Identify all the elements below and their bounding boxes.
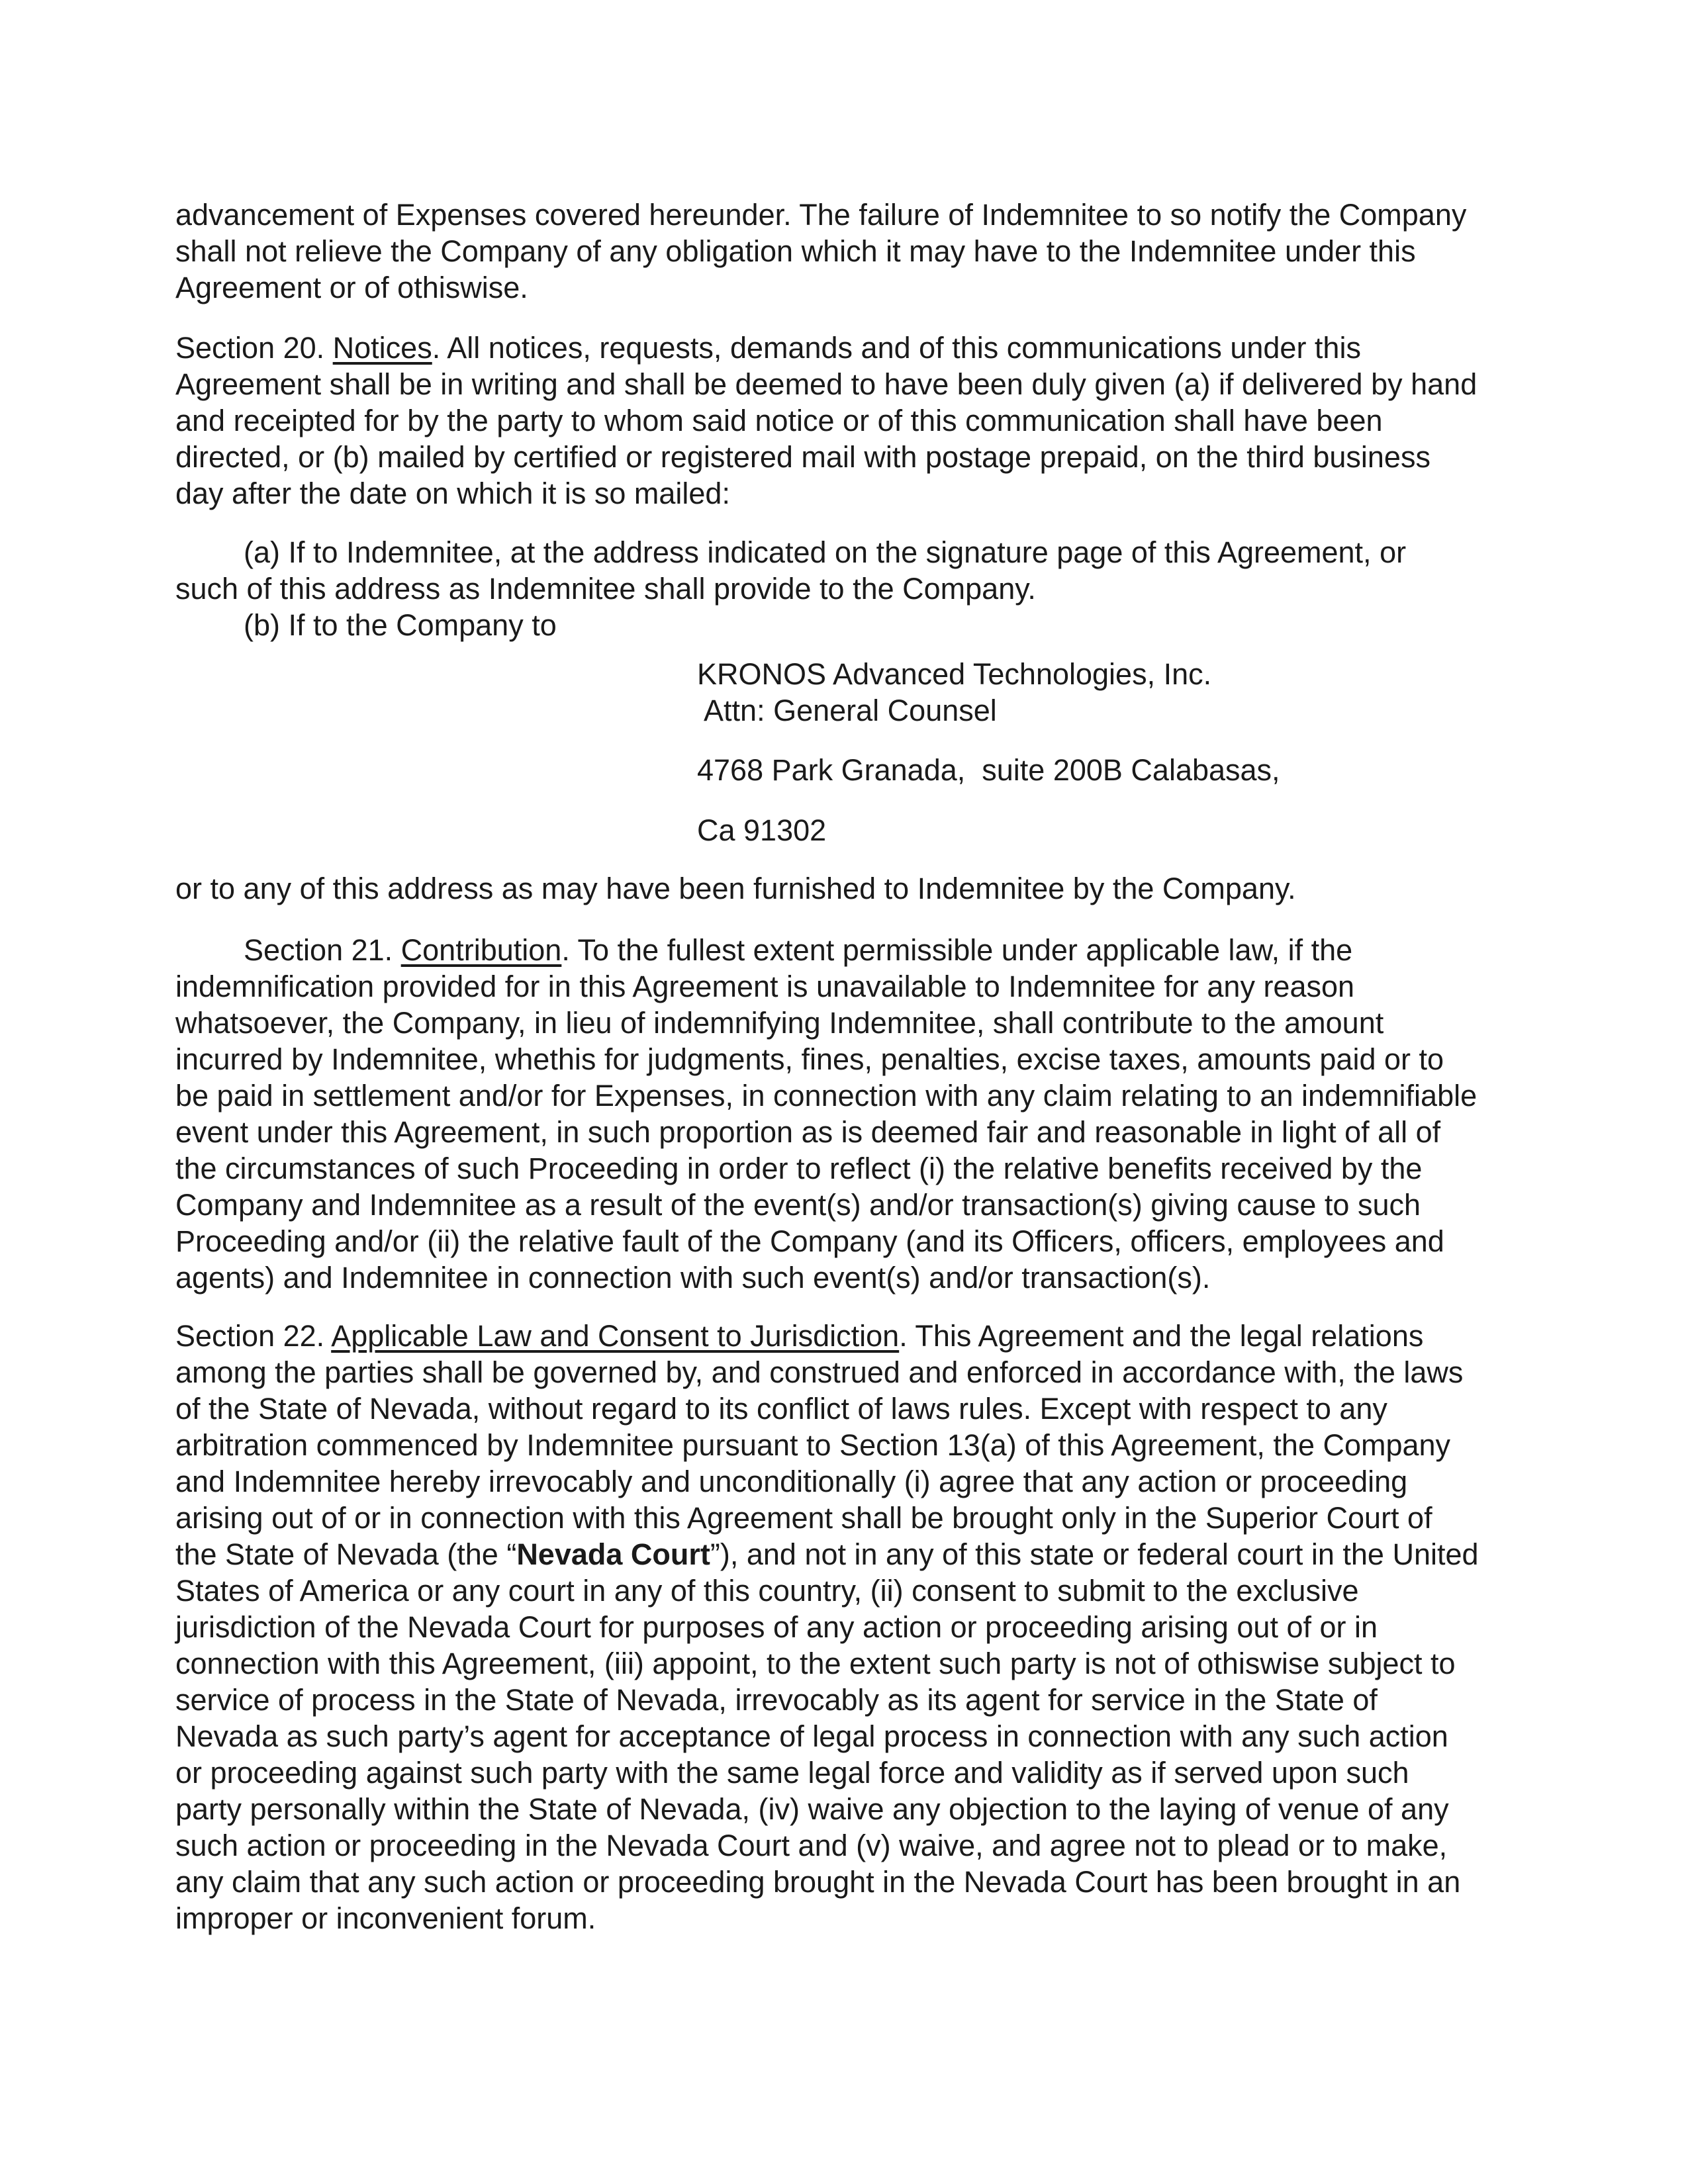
text-line: and receipted for by the party to whom said notice or of this communication shall have been bbox=[175, 404, 1383, 437]
text-line: or to any of this address as may have been furnished to Indemnitee by the Company. bbox=[175, 872, 1296, 905]
text-line: incurred by Indemnitee, whethis for judgments, fines, penalties, excise taxes, amounts paid or to bbox=[175, 1042, 1444, 1076]
notice-addresses bbox=[175, 534, 1406, 643]
text-line: among the parties shall be governed by, and construed and enforced in accordance with, the laws bbox=[175, 1355, 1464, 1389]
company-street-block bbox=[697, 752, 1280, 788]
text-line: such action or proceeding in the Nevada Court and (v) waive, and agree not to plead or to make, bbox=[175, 1829, 1448, 1862]
text-segment: the State of Nevada (the “ bbox=[175, 1537, 517, 1571]
text-line: Proceeding and/or (ii) the relative fault of the Company (and its Officers, officers, employees and bbox=[175, 1224, 1444, 1258]
text-line bbox=[175, 1318, 1479, 1354]
text-segment: Section 21. bbox=[244, 933, 401, 967]
text-line: party personally within the State of Nevada, (iv) waive any objection to the laying of venue of any bbox=[175, 1792, 1449, 1826]
company-zip: Ca 91302 bbox=[697, 813, 827, 847]
section-heading-underlined: Applicable Law and Consent to Jurisdiction bbox=[331, 1319, 900, 1353]
section-21-contribution bbox=[175, 932, 1477, 1296]
text-line: jurisdiction of the Nevada Court for purposes of any action or proceeding arising out of or in bbox=[175, 1610, 1378, 1644]
text-line: Company and Indemnitee as a result of the event(s) and/or transaction(s) giving cause to such bbox=[175, 1188, 1421, 1222]
text-line bbox=[175, 330, 1477, 366]
text-line: of the State of Nevada, without regard to its conflict of laws rules. Except with respect to any bbox=[175, 1392, 1387, 1426]
text-line: Nevada as such party’s agent for acceptance of legal process in connection with any such action bbox=[175, 1719, 1448, 1753]
text-segment: Section 20. bbox=[175, 331, 333, 365]
text-line bbox=[175, 534, 1406, 570]
text-line bbox=[175, 1536, 1479, 1572]
text-line: and Indemnitee hereby irrevocably and unconditionally (i) agree that any action or proceeding bbox=[175, 1465, 1408, 1498]
section-heading-underlined: Contribution bbox=[400, 933, 562, 967]
text-line: the circumstances of such Proceeding in order to reflect (i) the relative benefits received by the bbox=[175, 1152, 1423, 1185]
text-line: Agreement shall be in writing and shall be deemed to have been duly given (a) if delivered by hand bbox=[175, 367, 1477, 401]
text-line bbox=[175, 932, 1477, 968]
alternate-address-paragraph bbox=[175, 870, 1296, 907]
company-zip-block bbox=[697, 812, 826, 848]
company-street: 4768 Park Granada, suite 200B Calabasas, bbox=[697, 753, 1280, 787]
text-line: service of process in the State of Nevada, irrevocably as its agent for service in the State of bbox=[175, 1683, 1378, 1717]
text-line: be paid in settlement and/or for Expenses, in connection with any claim relating to an indemnifiable bbox=[175, 1079, 1477, 1113]
text-line: connection with this Agreement, (iii) appoint, to the extent such party is not of othiswise subject to bbox=[175, 1647, 1456, 1680]
text-line: whatsoever, the Company, in lieu of indemnifying Indemnitee, shall contribute to the amount bbox=[175, 1006, 1384, 1040]
text-line: arbitration commenced by Indemnitee pursuant to Section 13(a) of this Agreement, the Company bbox=[175, 1428, 1451, 1462]
text-segment: . This Agreement and the legal relations bbox=[899, 1319, 1424, 1353]
text-line: or proceeding against such party with the same legal force and validity as if served upon such bbox=[175, 1756, 1409, 1790]
text-line: agents) and Indemnitee in connection with such event(s) and/or transaction(s). bbox=[175, 1261, 1211, 1295]
section-heading-underlined: Notices bbox=[332, 331, 432, 365]
section-20-notices bbox=[175, 330, 1477, 512]
text-line: event under this Agreement, in such proportion as is deemed fair and reasonable in light of all of bbox=[175, 1115, 1441, 1149]
section-22-applicable-law bbox=[175, 1318, 1479, 1936]
text-line: arising out of or in connection with this Agreement shall be brought only in the Superior Court of bbox=[175, 1501, 1432, 1535]
text-line bbox=[175, 607, 1406, 643]
text-line: Agreement or of othiswise. bbox=[175, 271, 528, 304]
company-address bbox=[697, 656, 1211, 729]
text-segment: Section 22. bbox=[175, 1319, 332, 1353]
text-segment: (b) If to the Company to bbox=[244, 608, 557, 642]
defined-term-bold: Nevada Court bbox=[516, 1537, 710, 1571]
company-name: KRONOS Advanced Technologies, Inc. bbox=[697, 657, 1212, 691]
text-segment: ”), and not in any of this state or federal court in the United bbox=[710, 1537, 1479, 1571]
text-segment: . All notices, requests, demands and of this communications under this bbox=[432, 331, 1361, 365]
text-line: any claim that any such action or proceeding brought in the Nevada Court has been brought in an bbox=[175, 1865, 1461, 1899]
company-attn: Attn: General Counsel bbox=[697, 694, 997, 727]
text-line: day after the date on which it is so mailed: bbox=[175, 477, 730, 510]
text-line: shall not relieve the Company of any obligation which it may have to the Indemnitee under this bbox=[175, 234, 1416, 268]
text-segment: (a) If to Indemnitee, at the address indicated on the signature page of this Agreement, or bbox=[244, 535, 1407, 569]
text-line: directed, or (b) mailed by certified or registered mail with postage prepaid, on the third business bbox=[175, 440, 1430, 474]
text-line: such of this address as Indemnitee shall provide to the Company. bbox=[175, 572, 1036, 606]
text-line: improper or inconvenient forum. bbox=[175, 1901, 596, 1935]
paragraph-expenses-notice bbox=[175, 197, 1466, 306]
text-line: States of America or any court in any of this country, (ii) consent to submit to the exclusive bbox=[175, 1574, 1359, 1608]
text-segment: . To the fullest extent permissible under applicable law, if the bbox=[561, 933, 1353, 967]
text-line: indemnification provided for in this Agreement is unavailable to Indemnitee for any reason bbox=[175, 970, 1355, 1003]
text-line: advancement of Expenses covered hereunder. The failure of Indemnitee to so notify the Company bbox=[175, 198, 1467, 232]
